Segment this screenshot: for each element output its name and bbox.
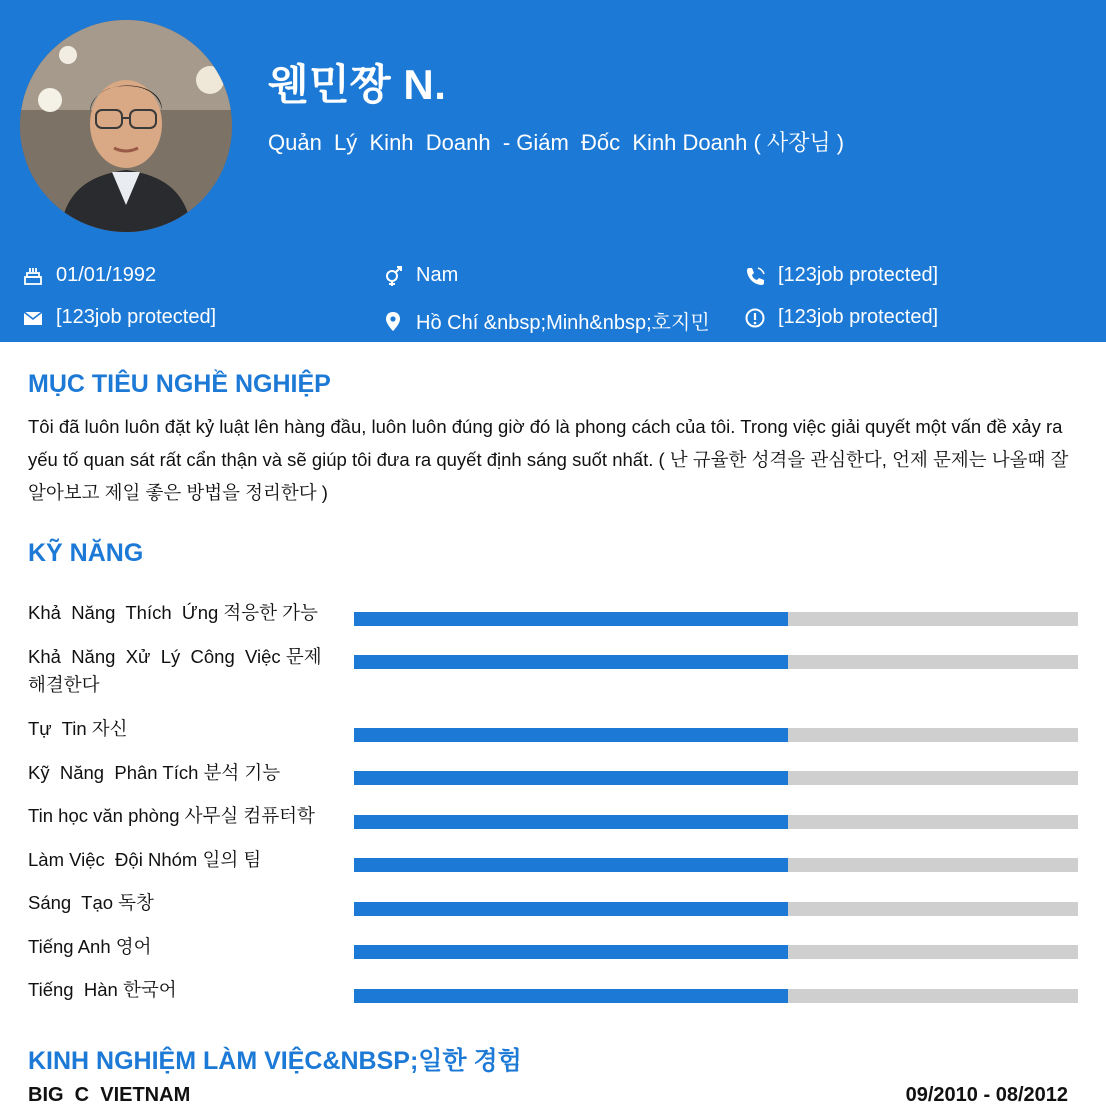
- skill-label: Khả Năng Xử Lý Công Việc 문제 해결한다: [28, 646, 322, 695]
- skill-bar: [354, 655, 1078, 669]
- skill-label: Tự Tin 자신: [28, 718, 128, 739]
- skill-bar: [354, 858, 1078, 872]
- skills-heading: KỸ NĂNG: [28, 539, 144, 567]
- skill-label: Tiếng Anh 영어: [28, 936, 152, 957]
- birthday-cake-icon: [22, 265, 44, 287]
- profile-photo: [20, 20, 232, 232]
- skill-label: Làm Việc Đội Nhóm 일의 팀: [28, 849, 262, 870]
- objective-text: Tôi đã luôn luôn đặt kỷ luật lên hàng đầu, luôn luôn đúng giờ đó là phong cách của tôi. Trong việc giải quyết một vấn đề xảy ra yếu tố quan sát rất cẩn thận và sẽ giúp tôi đưa ra quyết định sáng suốt nhất. ( 난 규율한 성격을 관심한다, 언제 문제는 나올때 잘 알아보고 제일 좋은 방법을 정리한다 ): [28, 416, 1069, 503]
- gender-info: [382, 264, 458, 287]
- skill-bar: [354, 989, 1078, 1003]
- skill-bar-fill: [354, 771, 788, 785]
- skill-bar: [354, 771, 1078, 785]
- skill-bar: [354, 902, 1078, 916]
- skill-bar-fill: [354, 655, 788, 669]
- email-value: [123job protected]: [56, 306, 217, 328]
- skill-label: Tin học văn phòng 사무실 컴퓨터학: [28, 805, 315, 826]
- skill-bar-fill: [354, 728, 788, 742]
- skill-bar-fill: [354, 858, 788, 872]
- skill-label: Sáng Tạo 독창: [28, 892, 154, 913]
- skill-bar: [354, 612, 1078, 626]
- birthday-info: [22, 264, 156, 287]
- skill-bar-fill: [354, 815, 788, 829]
- employment-period: 09/2010 - 08/2012: [905, 1084, 1068, 1106]
- skill-bar: [354, 945, 1078, 959]
- gender-icon: [382, 265, 404, 287]
- location-info: [382, 306, 710, 335]
- other-info: [744, 306, 938, 329]
- company-name: BIG C VIETNAM: [28, 1084, 191, 1106]
- skill-label: Kỹ Năng Phân Tích 분석 기능: [28, 762, 281, 783]
- candidate-name: 웬민짱 N.: [268, 61, 447, 108]
- birthday-value: 01/01/1992: [56, 264, 157, 286]
- skill-bar-fill: [354, 989, 788, 1003]
- phone-icon: [744, 265, 766, 287]
- skill-bar: [354, 815, 1078, 829]
- info-circle-icon: [744, 307, 766, 329]
- skill-bar-fill: [354, 612, 788, 626]
- profile-header: [0, 0, 1106, 342]
- email-info: [22, 306, 216, 329]
- location-value: Hồ Chí &nbsp;Minh&nbsp;호지민: [416, 312, 710, 334]
- experience-heading: KINH NGHIỆM LÀM VIỆC&NBSP;일한 경험: [28, 1047, 522, 1075]
- phone-value: [123job protected]: [778, 264, 939, 286]
- gender-value: Nam: [416, 264, 459, 286]
- job-title: Quản Lý Kinh Doanh - Giám Đốc Kinh Doanh ( 사장님 ): [268, 130, 845, 155]
- skill-bar: [354, 728, 1078, 742]
- location-pin-icon: [382, 310, 404, 332]
- objective-heading: MỤC TIÊU NGHỀ NGHIỆP: [28, 370, 331, 398]
- envelope-icon: [22, 307, 44, 329]
- skill-bar-fill: [354, 945, 788, 959]
- other-value: [123job protected]: [778, 306, 939, 328]
- skill-label: Khả Năng Thích Ứng 적응한 가능: [28, 602, 318, 623]
- skill-label: Tiếng Hàn 한국어: [28, 979, 177, 1000]
- phone-info: [744, 264, 938, 287]
- skill-bar-fill: [354, 902, 788, 916]
